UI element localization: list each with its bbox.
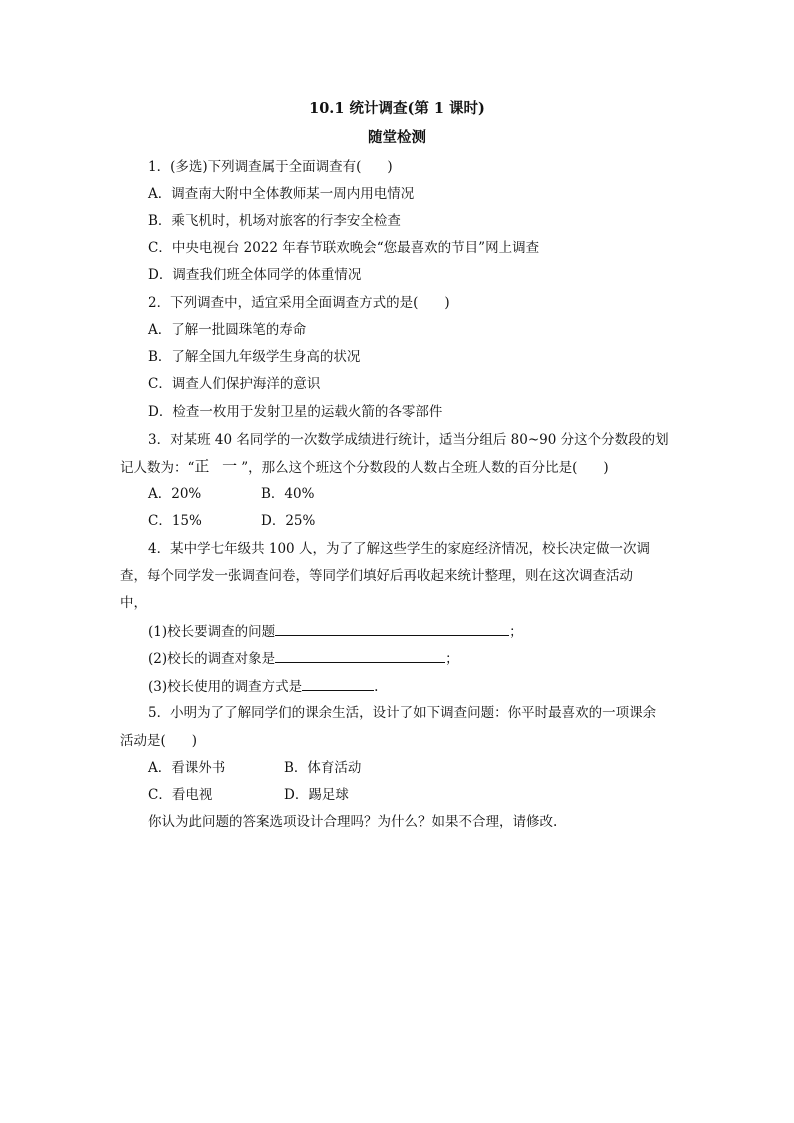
question-4-sub-1-text: (1)校长要调查的问题 (148, 624, 276, 640)
question-5-options-row-1 (148, 758, 361, 778)
question-3-paren-close: ) (603, 460, 609, 476)
page-title: 10.1 统计调查(第 1 课时) (309, 100, 485, 117)
question-1-text: 1．(多选)下列调查属于全面调查有( (148, 159, 362, 175)
answer-blank-2[interactable] (275, 648, 445, 663)
question-1-paren-close: ) (387, 159, 393, 175)
question-2-option-b: B．了解全国九年级学生身高的状况 (148, 349, 361, 365)
question-3-option-c: C．15% (148, 513, 202, 529)
answer-blank-1[interactable] (275, 621, 509, 636)
question-3-options-row-2 (148, 511, 315, 531)
question-5-option-a: A．看课外书 (148, 760, 226, 776)
question-5-option-b: B．体育活动 (284, 760, 362, 776)
question-4-sub-3-text: (3)校长使用的调查方式是 (148, 679, 303, 695)
question-3-option-a: A．20% (148, 486, 202, 502)
question-4-sub-1-end: ； (509, 624, 523, 640)
question-5-line-1: 5．小明为了了解同学们的课余生活，设计了如下调查问题：你平时最喜欢的一项课余 (148, 705, 657, 721)
question-3-line-1: 3．对某班 40 名同学的一次数学成绩进行统计，适当分组后 80~90 分这个分数段的划 (148, 432, 669, 448)
question-2-option-a: A．了解一批圆珠笔的寿命 (148, 322, 307, 338)
question-4-sub-2 (148, 648, 459, 669)
question-2-stem (148, 293, 450, 313)
question-5-options-row-2 (148, 785, 349, 805)
question-4-sub-2-text: (2)校长的调查对象是 (148, 651, 276, 667)
question-4-line-3: 中， (120, 595, 147, 611)
question-3-text-b: ”，那么这个班这个分数段的人数占全班人数的百分比是( (241, 460, 578, 476)
question-3-option-d: D．25% (261, 513, 316, 529)
question-5-option-c: C．看电视 (148, 787, 213, 803)
question-1-option-a: A．调查南大附中全体教师某一周内用电情况 (148, 186, 415, 202)
question-5-followup: 你认为此问题的答案选项设计合理吗？为什么？如果不合理，请修改. (148, 814, 558, 830)
answer-blank-3[interactable] (302, 676, 374, 691)
question-4-sub-3 (148, 676, 378, 697)
question-1-option-b: B．乘飞机时，机场对旅客的行李安全检查 (148, 213, 401, 229)
question-5-line-2 (120, 731, 197, 751)
page-subtitle: 随堂检测 (368, 129, 426, 146)
question-2-text: 2．下列调查中，适宜采用全面调查方式的是( (148, 295, 419, 311)
question-3-line-2 (120, 456, 609, 478)
question-4-line-2: 查，每个同学发一张调查问卷，等同学们填好后再收起来统计整理，则在这次调查活动 (120, 568, 633, 584)
question-4-sub-3-end: . (374, 679, 379, 695)
question-1-stem (148, 157, 393, 177)
question-5-paren-close: ) (191, 733, 198, 749)
question-1-option-c: C．中央电视台 2022 年春节联欢晚会“您最喜欢的节目”网上调查 (148, 240, 540, 256)
question-4-sub-2-end: ； (445, 651, 459, 667)
tally-mark-icon: 正 ⼀ (194, 457, 242, 475)
question-3-options-row-1 (148, 484, 314, 504)
question-4-sub-1 (148, 621, 523, 642)
question-5-option-d: D．踢足球 (284, 787, 349, 803)
question-1-option-d: D．调查我们班全体同学的体重情况 (148, 267, 362, 283)
question-3-option-b: B．40% (261, 486, 315, 502)
question-3-text-a: 记人数为：“ (120, 460, 195, 476)
question-2-option-d: D．检查一枚用于发射卫星的运载火箭的各零部件 (148, 404, 443, 420)
question-4-line-1: 4．某中学七年级共 100 人，为了了解这些学生的家庭经济情况，校长决定做一次调 (148, 541, 650, 557)
question-2-option-c: C．调查人们保护海洋的意识 (148, 376, 321, 392)
question-5-text: 活动是( (120, 733, 166, 749)
question-2-paren-close: ) (444, 295, 450, 311)
